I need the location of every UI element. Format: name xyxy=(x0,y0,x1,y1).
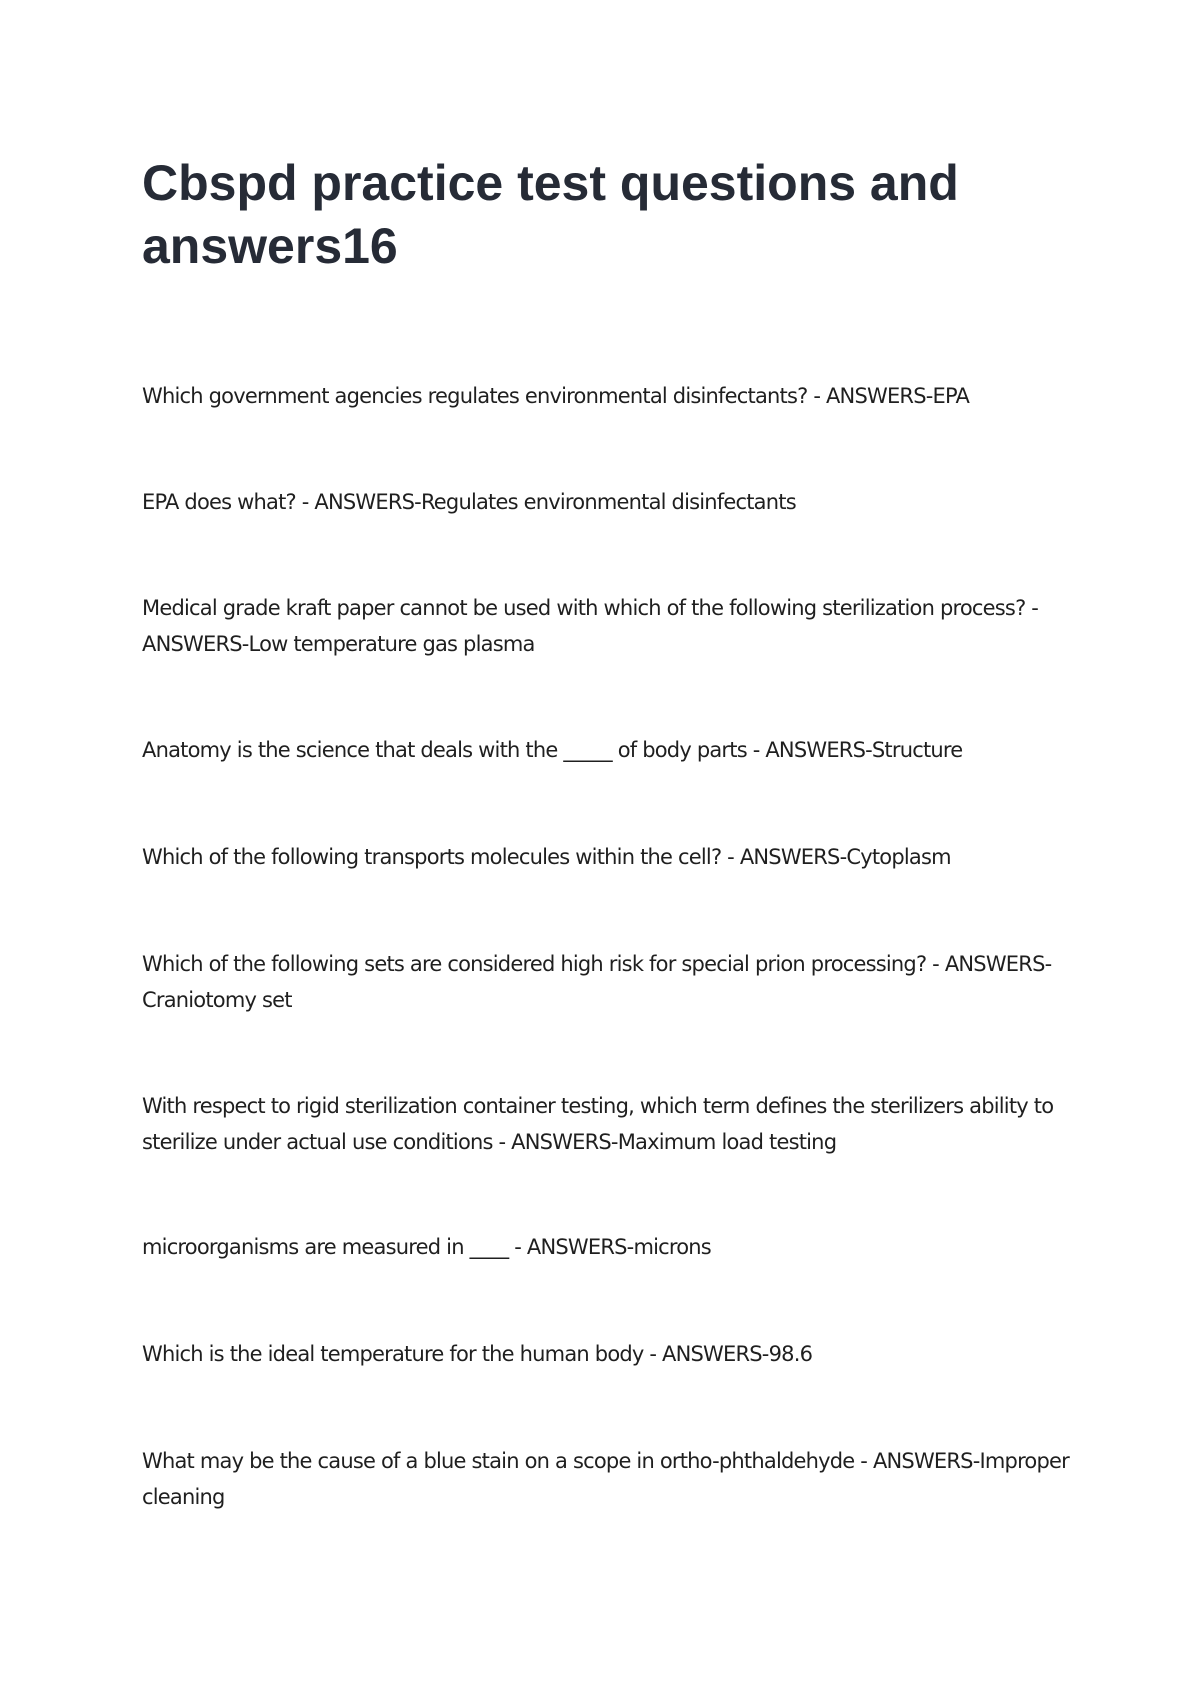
page-title: Cbspd practice test questions and answers16 xyxy=(142,155,959,274)
qa-item: Anatomy is the science that deals with the _____ of body parts - ANSWERS-Structure xyxy=(142,738,963,762)
qa-item: Which government agencies regulates environmental disinfectants? - ANSWERS-EPA xyxy=(142,384,970,408)
qa-item: With respect to rigid sterilization container testing, which term defines the sterilizers ability to sterilize under actual use conditions - ANSWERS-Maximum load testing xyxy=(142,1094,1054,1154)
qa-item: Which of the following sets are considered high risk for special prion processing? - ANSWERS-Craniotomy set xyxy=(142,952,1052,1012)
qa-item: What may be the cause of a blue stain on a scope in ortho-phthaldehyde - ANSWERS-Improper cleaning xyxy=(142,1449,1069,1509)
qa-item: microorganisms are measured in ____ - ANSWERS-microns xyxy=(142,1235,711,1259)
qa-item: Which of the following transports molecules within the cell? - ANSWERS-Cytoplasm xyxy=(142,845,951,869)
qa-item: EPA does what? - ANSWERS-Regulates environmental disinfectants xyxy=(142,490,796,514)
qa-item: Which is the ideal temperature for the human body - ANSWERS-98.6 xyxy=(142,1342,813,1366)
qa-item: Medical grade kraft paper cannot be used with which of the following sterilization process? - ANSWERS-Low temperature gas plasma xyxy=(142,596,1039,656)
